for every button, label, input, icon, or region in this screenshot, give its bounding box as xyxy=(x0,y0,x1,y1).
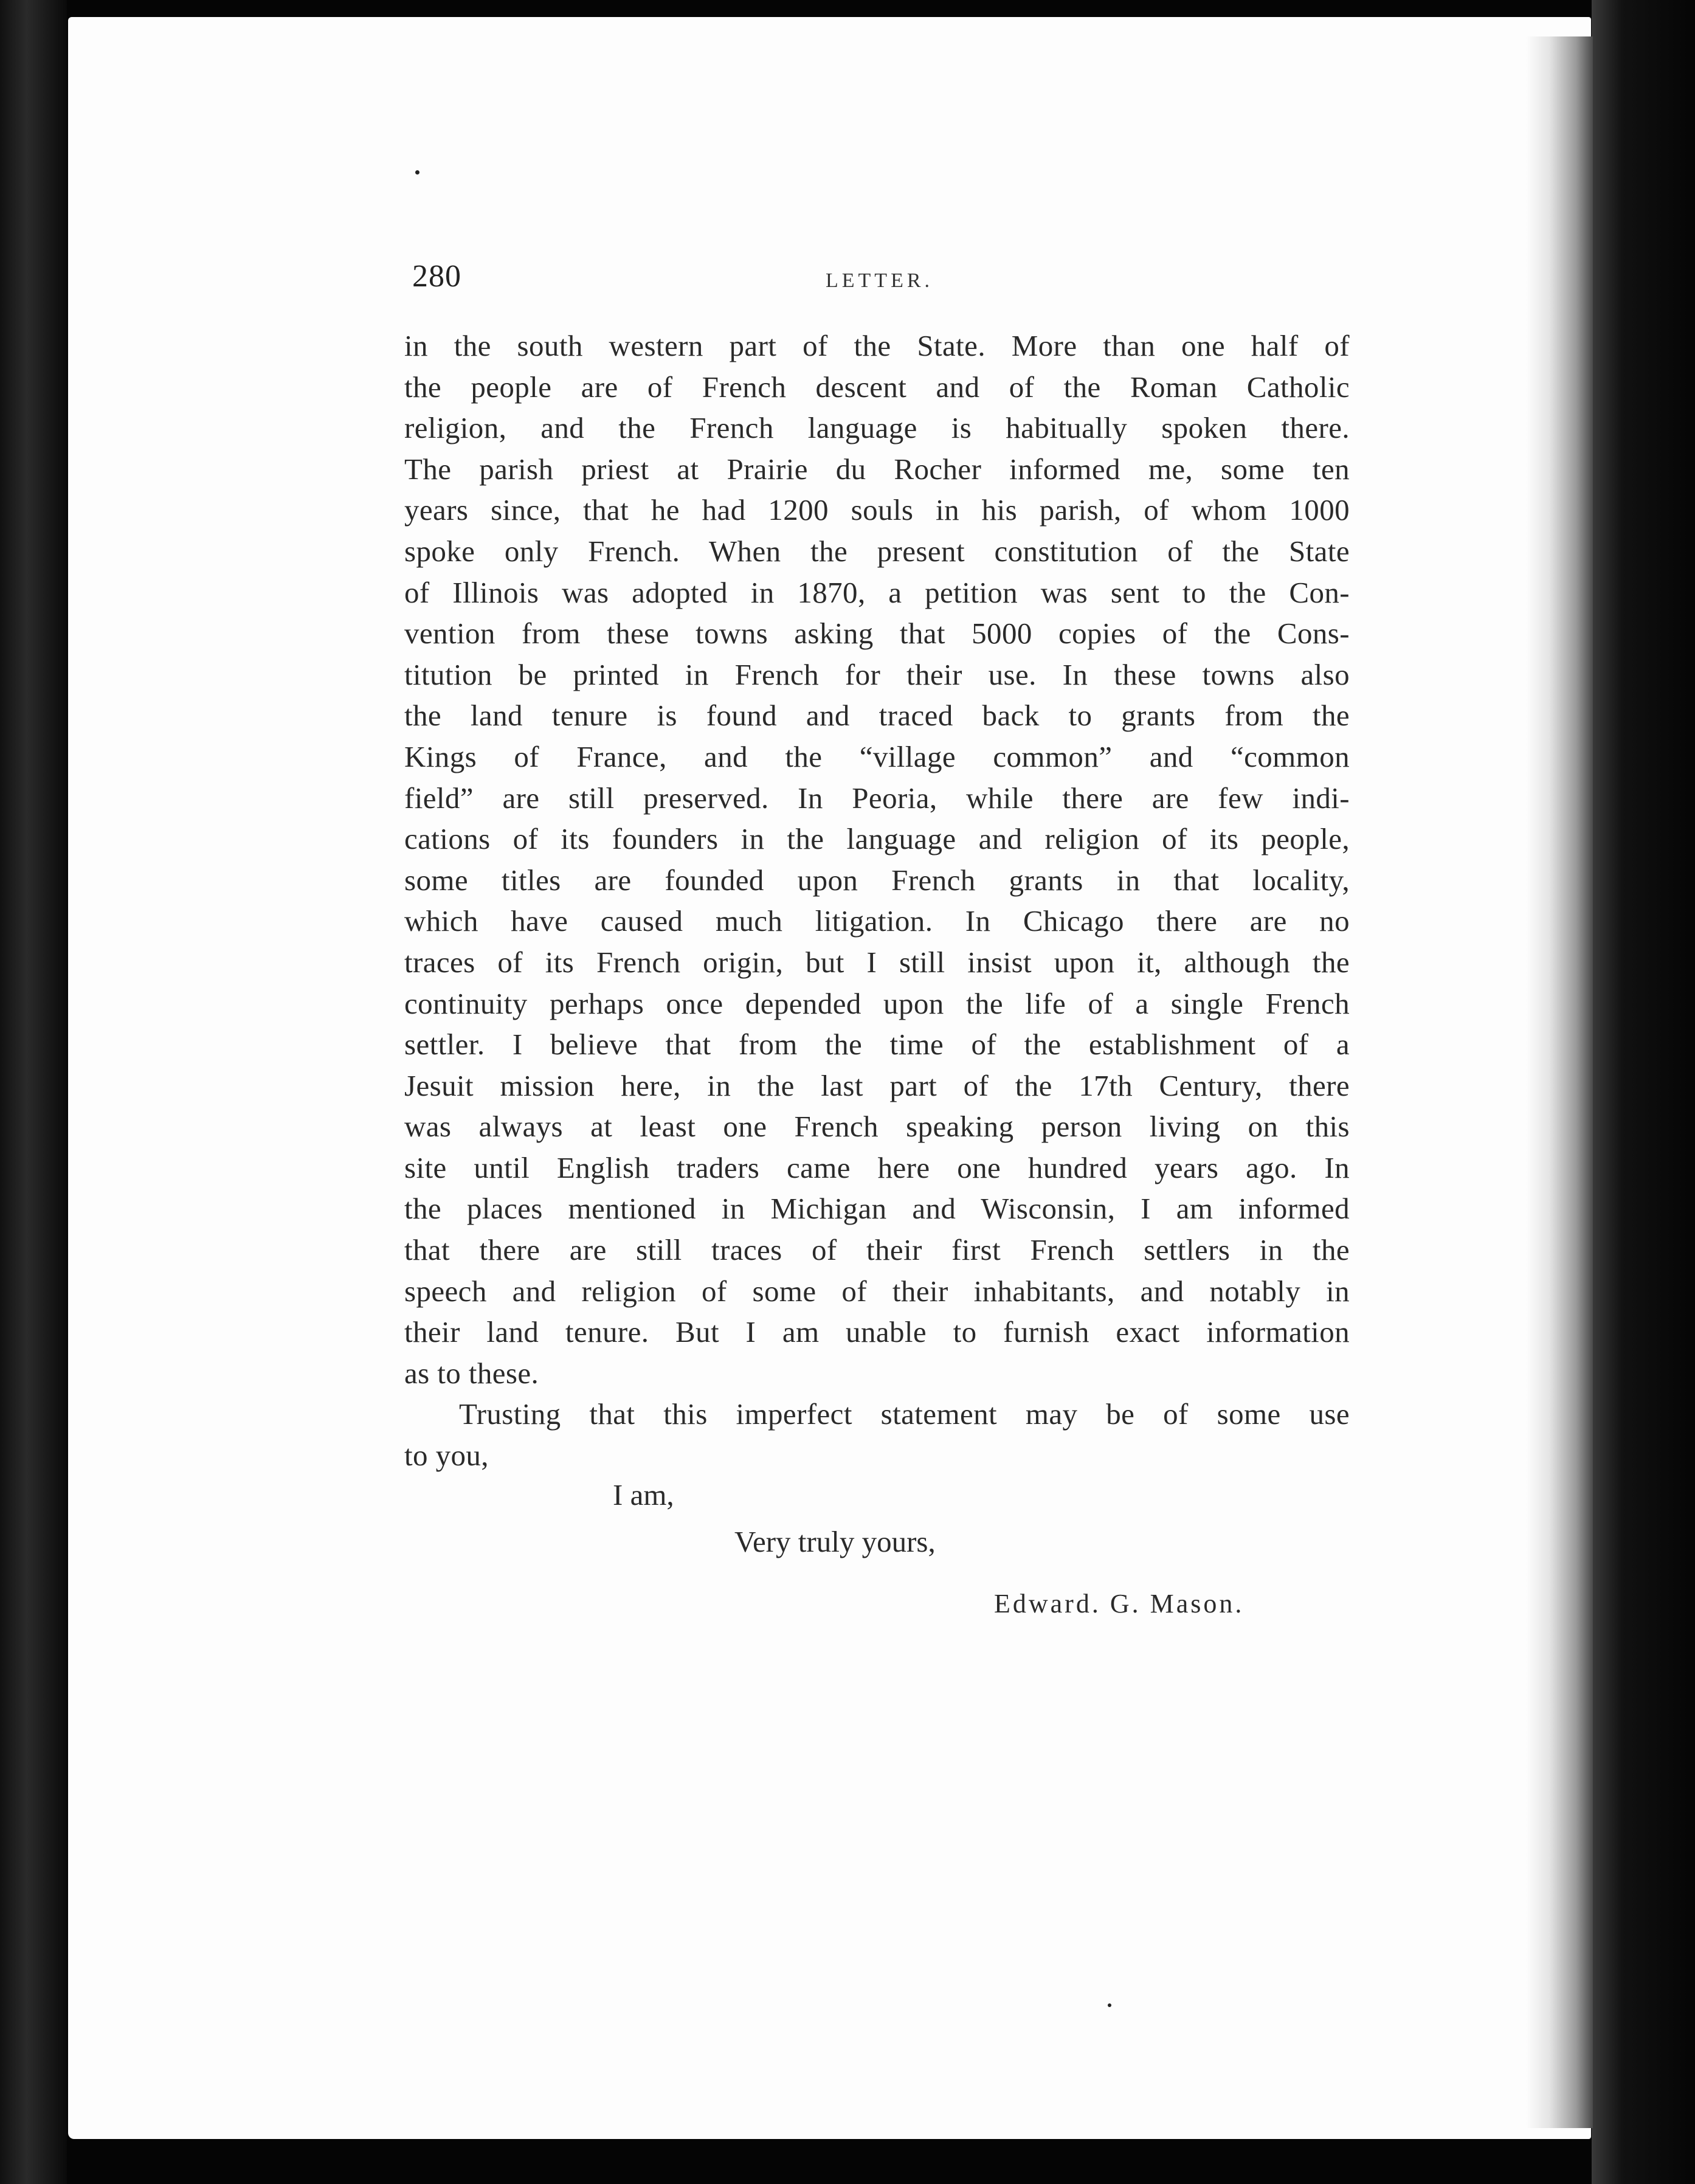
text-line: the people are of French descent and of the Roman Catholic xyxy=(404,370,1350,404)
text-line: some titles are founded upon French grants in that locality, xyxy=(404,863,1350,897)
text-line: spoke only French. When the present constitution of the State xyxy=(404,534,1350,568)
text-line: the land tenure is found and traced back to grants from the xyxy=(404,699,1350,733)
closing-i-am: I am, xyxy=(613,1478,674,1512)
text-line: that there are still traces of their first French settlers in the xyxy=(404,1233,1350,1267)
text-line: to you, xyxy=(404,1439,489,1473)
text-line: years since, that he had 1200 souls in his parish, of whom 1000 xyxy=(404,493,1350,527)
text-line: Trusting that this imperfect statement may be of some use xyxy=(459,1397,1350,1431)
text-line: speech and religion of some of their inhabitants, and notably in xyxy=(404,1274,1350,1308)
text-line: of Illinois was adopted in 1870, a petition was sent to the Con- xyxy=(404,575,1350,609)
text-line: titution be printed in French for their use. In these towns also xyxy=(404,657,1350,691)
text-line: their land tenure. But I am unable to furnish exact information xyxy=(404,1315,1350,1349)
text-line: which have caused much litigation. In Chicago there are no xyxy=(404,904,1350,938)
text-line: Kings of France, and the “village common” and “common xyxy=(404,739,1350,773)
text-line: settler. I believe that from the time of the establishment of a xyxy=(404,1028,1350,1062)
text-line: vention from these towns asking that 5000 copies of the Cons- xyxy=(404,617,1350,651)
page-edge-shading xyxy=(1526,36,1593,2128)
letter-body xyxy=(404,325,1350,1476)
ink-speck xyxy=(415,170,419,175)
running-head: LETTER. xyxy=(826,269,934,292)
ink-speck xyxy=(1108,2003,1111,2007)
text-line: continuity perhaps once depended upon the life of a single French xyxy=(404,986,1350,1020)
left-scan-border xyxy=(0,0,67,2184)
text-line: The parish priest at Prairie du Rocher informed me, some ten xyxy=(404,452,1350,486)
text-line: religion, and the French language is habitually spoken there. xyxy=(404,411,1350,445)
text-line: in the south western part of the State. More than one half of xyxy=(404,329,1350,362)
right-scan-border xyxy=(1592,0,1695,2184)
text-line: site until English traders came here one hundred years ago. In xyxy=(404,1150,1350,1184)
text-line: cations of its founders in the language and religion of its people, xyxy=(404,822,1350,856)
signature: Edward. G. Mason. xyxy=(994,1589,1244,1619)
text-line: field” are still preserved. In Peoria, while there are few indi- xyxy=(404,781,1350,815)
text-line: was always at least one French speaking person living on this xyxy=(404,1110,1350,1144)
page-header xyxy=(412,258,1348,307)
text-line: as to these. xyxy=(404,1356,539,1390)
text-line: Jesuit mission here, in the last part of the 17th Century, there xyxy=(404,1068,1350,1102)
closing-very-truly-yours: Very truly yours, xyxy=(734,1525,936,1558)
text-line: the places mentioned in Michigan and Wisconsin, I am informed xyxy=(404,1192,1350,1226)
text-line: traces of its French origin, but I still insist upon it, although the xyxy=(404,945,1350,979)
page-number: 280 xyxy=(412,259,461,294)
